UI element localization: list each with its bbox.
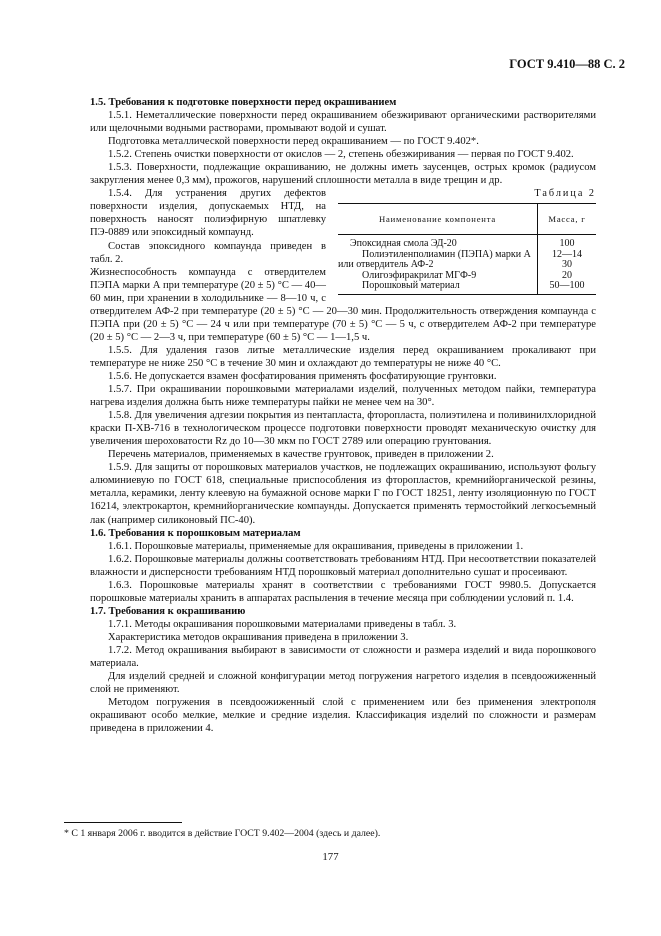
table-row	[338, 235, 596, 250]
footnote: * С 1 января 2006 г. вводится в действие ГОСТ 9.402—2004 (здесь и далее).	[64, 828, 381, 839]
component-name: Полиэтиленполиамин (ПЭПА) марки А	[362, 248, 531, 260]
paragraph-1-5-9: 1.5.9. Для защиты от порошковых материалов участков, не подлежащих окрашиванию, используют фольгу алюминиевую по ГОСТ 618, специальные приспособления из фторопластов, кремнийорганической резины, металла, керамики, ленту клеевую на бумажной основе марки Г по ГОСТ 18251, ленту изоляционную по ГОСТ 16214, электрокартон, кремнийорганические компаунды. Допускается применять термостойкий легкосъемный лак (например силиконовый ПС-40).	[90, 462, 596, 526]
paragraph-1-5-7: 1.5.7. При окрашивании порошковыми материалами изделий, полученных методом пайки, температура нагрева изделия должна быть ниже температуры пайки не менее чем на 30°.	[90, 384, 596, 409]
paragraph-1-5-4: 1.5.4. Для устранения других дефектов поверхности изделия, допускаемых НТД, на поверхность наносят полиэфирную шпатлевку ПЭ-0889 или эпоксидный компаунд.	[90, 188, 326, 239]
paragraph-1-6-1: 1.6.1. Порошковые материалы, применяемые для окрашивания, приведены в приложении 1.	[108, 540, 524, 552]
table-2-header-mass: Масса, г	[538, 204, 597, 235]
paragraph-1-5-4-b: Состав эпоксидного компаунда приведен в табл. 2.	[90, 240, 326, 265]
paragraph-1-5-8-b: Перечень материалов, применяемых в качестве грунтовок, приведен в приложении 2.	[108, 449, 494, 461]
component-mass: 30	[562, 259, 572, 271]
component-name: Эпоксидная смола ЭД-20	[350, 238, 457, 250]
paragraph-1-7-2-c: Методом погружения в псевдоожиженный слой с применением или без применения электрополя окрашивают особо мелкие, мелкие и средние изделия. Классификация изделий по сложности и размерам приведена в приложении 4.	[90, 697, 596, 735]
table-2-header-component: Наименование компонента	[338, 204, 538, 235]
table-2-grid	[338, 203, 596, 295]
section-1-6-title: 1.6. Требования к порошковым материалам	[90, 527, 301, 539]
page-header: ГОСТ 9.410—88 С. 2	[509, 57, 625, 71]
component-mass: 20	[562, 269, 572, 281]
paragraph-1-5-8: 1.5.8. Для увеличения адгезии покрытия из пентапласта, фторопласта, полиэтилена и поливинилхлоридной краски П-ХВ-716 в технологическом процессе подготовки поверхности проводят механическую очистку для увеличения шероховатости Rz до 10—30 мкм по ГОСТ 2789 или операцию грунтования.	[90, 410, 596, 448]
paragraph-1-6-2: 1.6.2. Порошковые материалы должны соответствовать требованиям НТД. При несоответствии показателей влажности и дисперсности требованиям НТД порошковый материал дополнительно сушат и просеивают.	[90, 553, 596, 578]
paragraph-pot-life: Жизнеспособность компаунда с отвердителем ПЭПА марки А при температуре (20 ± 5) °С — 40—60 мин, при хранении в холодильнике — 8—10 ч, с отвердителем АФ-2 при температуре (20 ± 5) °С — 20—30 мин. Продолжительность отверждения компаунда с ПЭПА при (20 ± 5) °С — 24 ч или при температуре (70 ± 5) °С — 5 ч, с отвердителем АФ-2 при температуре (20 ± 5) °С — 2—3 ч, при температуре (60 ± 5) °С — 1—1,5 ч.	[90, 266, 596, 343]
paragraph-1-5-1: 1.5.1. Неметаллические поверхности перед окрашиванием обезжиривают органическими растворителями или щелочными водными растворами, промывают водой и сушат.	[90, 110, 596, 135]
component-mass: 12—14	[552, 248, 582, 260]
paragraph-1-7-1-b: Характеристика методов окрашивания приведена в приложении 3.	[108, 631, 409, 643]
component-mass: 100	[559, 238, 575, 250]
paragraph-1-7-2: 1.7.2. Метод окрашивания выбирают в зависимости от сложности и размера изделий и вида порошкового материала.	[90, 644, 596, 670]
section-1-5-title: 1.5. Требования к подготовке поверхности перед окрашиванием	[90, 97, 397, 108]
paragraph-1-5-1-b: Подготовка металлической поверхности перед окрашиванием — по ГОСТ 9.402*.	[108, 136, 479, 148]
paragraph-1-5-5: 1.5.5. Для удаления газов литые металлические изделия перед окрашиванием прокаливают при температуре не ниже 250 °С в течение 30 мин и охлаждают до температуры не ниже 40 °С.	[90, 344, 596, 369]
footnote-divider	[64, 822, 182, 823]
paragraph-1-5-3: 1.5.3. Поверхности, подлежащие окрашиванию, не должны иметь заусенцев, острых кромок (радиусом закругления менее 0,3 мм), прожогов, нарушений сплошности металла в виде трещин и др.	[90, 162, 596, 187]
section-1-7-title: 1.7. Требования к окрашиванию	[90, 605, 246, 617]
table-2-caption: Таблица 2	[534, 188, 596, 200]
component-name: Порошковый материал	[362, 280, 460, 292]
paragraph-1-6-3: 1.6.3. Порошковые материалы хранят в соответствии с требованиями ГОСТ 9980.5. Допускается порошковые материалы хранить в аппаратах распыления в течение месяца при соблюдении условий п. 1.4.	[90, 579, 596, 604]
paragraph-1-5-6: 1.5.6. Не допускается взамен фосфатирования применять фосфатирующие грунтовки.	[108, 370, 497, 382]
page-number: 177	[322, 851, 339, 863]
paragraph-1-7-1: 1.7.1. Методы окрашивания порошковыми материалами приведены в табл. 3.	[108, 618, 457, 630]
paragraph-1-5-2: 1.5.2. Степень очистки поверхности от окислов — 2, степень обезжиривания — первая по ГОСТ 9.402.	[108, 149, 574, 161]
table-row	[338, 281, 596, 294]
document-body	[90, 96, 596, 735]
component-name: или отвердитель АФ-2	[338, 259, 434, 271]
paragraph-1-7-2-b: Для изделий средней и сложной конфигурации метод погружения нагретого изделия в псевдоожиженный слой не применяют.	[90, 671, 596, 696]
table-2	[338, 188, 596, 295]
component-name: Олигоэфиракрилат МГФ-9	[362, 269, 477, 281]
component-mass: 50—100	[538, 281, 597, 294]
